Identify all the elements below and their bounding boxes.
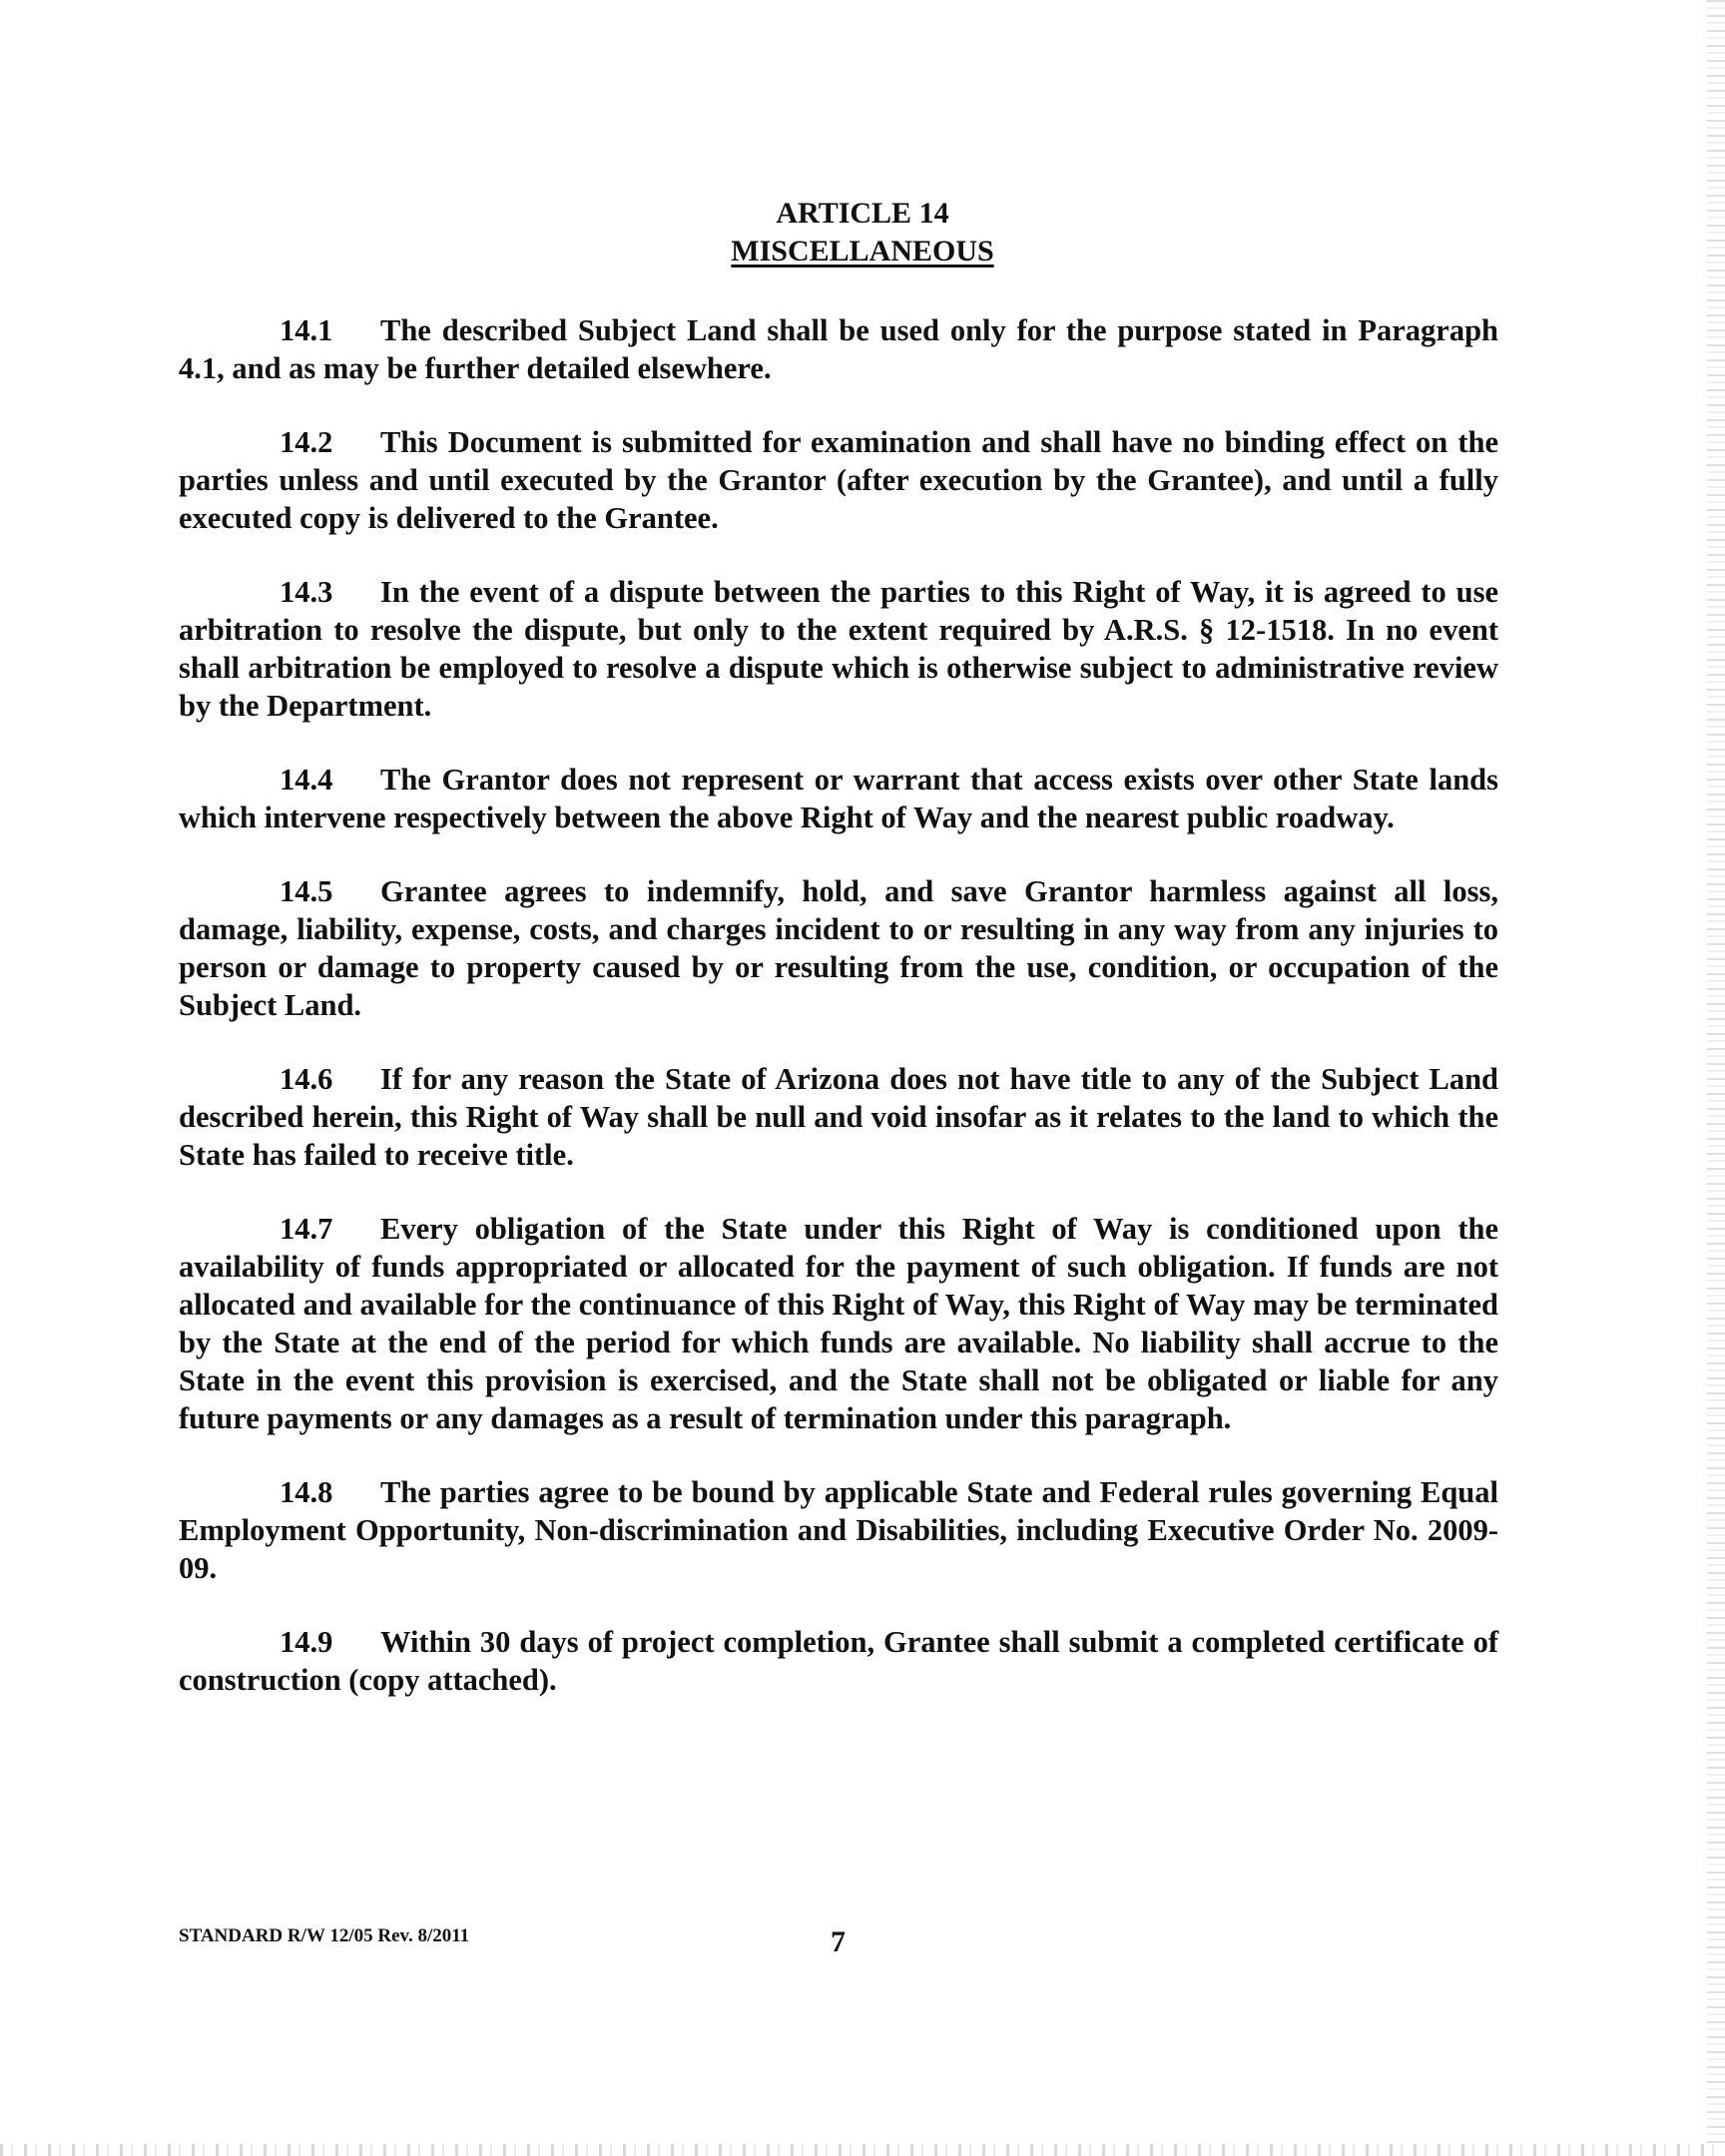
paragraph-number: 14.4 <box>280 763 333 797</box>
paragraph-text: Every obligation of the State under this Right of Way is conditioned upon the availability of funds appropriated or allocated for the payment of such obligation. If funds are not allocated and available for the continuance of this Right of Way, this Right of Way may be terminated by the State at the end of the period for which funds are available. No liability shall accrue to the State in the event this provision is exercised, and the State shall not be obligated or liable for any future payments or any damages as a result of termination under this paragraph. <box>179 1212 1498 1435</box>
paragraph-number: 14.9 <box>280 1625 333 1659</box>
paragraph-text: The parties agree to be bound by applicable State and Federal rules governing Equal Employment Opportunity, Non-discrimination and Disabilities, including Executive Order No. 2009-09. <box>179 1475 1498 1585</box>
paragraph-14-5 <box>179 872 1498 1024</box>
paragraph-number: 14.7 <box>280 1212 333 1246</box>
paragraph-number: 14.2 <box>280 425 333 459</box>
footer-form-id: STANDARD R/W 12/05 Rev. 8/2011 <box>179 1925 470 1946</box>
paragraph-14-3 <box>179 573 1498 725</box>
article-title: MISCELLANEOUS <box>731 235 994 268</box>
paragraph-text: The Grantor does not represent or warrant that access exists over other State lands which intervene respectively between the above Right of Way and the nearest public roadway. <box>179 763 1498 834</box>
paragraph-text: If for any reason the State of Arizona does not have title to any of the Subject Land described herein, this Right of Way shall be null and void insofar as it relates to the land to which the State has failed to receive title. <box>179 1062 1498 1172</box>
paragraph-14-9 <box>179 1623 1498 1699</box>
paragraph-text: In the event of a dispute between the parties to this Right of Way, it is agreed to use arbitration to resolve the dispute, but only to the extent required by A.R.S. § 12-1518. In no event shall arbitration be employed to resolve a dispute which is otherwise subject to administrative review by the Department. <box>179 575 1498 723</box>
paragraph-14-1 <box>179 311 1498 387</box>
paragraph-number: 14.3 <box>280 575 333 609</box>
paragraph-text: This Document is submitted for examination and shall have no binding effect on the parties unless and until executed by the Grantor (after execution by the Grantee), and until a fully executed copy is delivered to the Grantee. <box>179 425 1498 535</box>
article-body <box>179 311 1498 1735</box>
paragraph-14-6 <box>179 1060 1498 1174</box>
article-number: ARTICLE 14 <box>776 197 949 230</box>
paragraph-14-7 <box>179 1210 1498 1437</box>
paragraph-14-2 <box>179 423 1498 537</box>
paragraph-text: The described Subject Land shall be used only for the purpose stated in Paragraph 4.1, and as may be further detailed elsewhere. <box>179 313 1498 385</box>
paragraph-number: 14.1 <box>280 313 333 347</box>
paragraph-text: Grantee agrees to indemnify, hold, and save Grantor harmless against all loss, damage, liability, expense, costs, and charges incident to or resulting in any way from any injuries to person or damage to property caused by or resulting from the use, condition, or occupation of the Subject Land. <box>179 874 1498 1022</box>
paragraph-14-8 <box>179 1473 1498 1587</box>
paragraph-text: Within 30 days of project completion, Grantee shall submit a completed certificate of construction (copy attached). <box>179 1625 1498 1697</box>
paragraph-14-4 <box>179 761 1498 836</box>
scan-edge-bottom <box>0 2144 1725 2156</box>
paragraph-number: 14.6 <box>280 1062 333 1096</box>
scan-edge-right <box>1707 0 1725 2156</box>
paragraph-number: 14.5 <box>280 874 333 908</box>
page-number: 7 <box>831 1925 846 1958</box>
paragraph-number: 14.8 <box>280 1475 333 1509</box>
